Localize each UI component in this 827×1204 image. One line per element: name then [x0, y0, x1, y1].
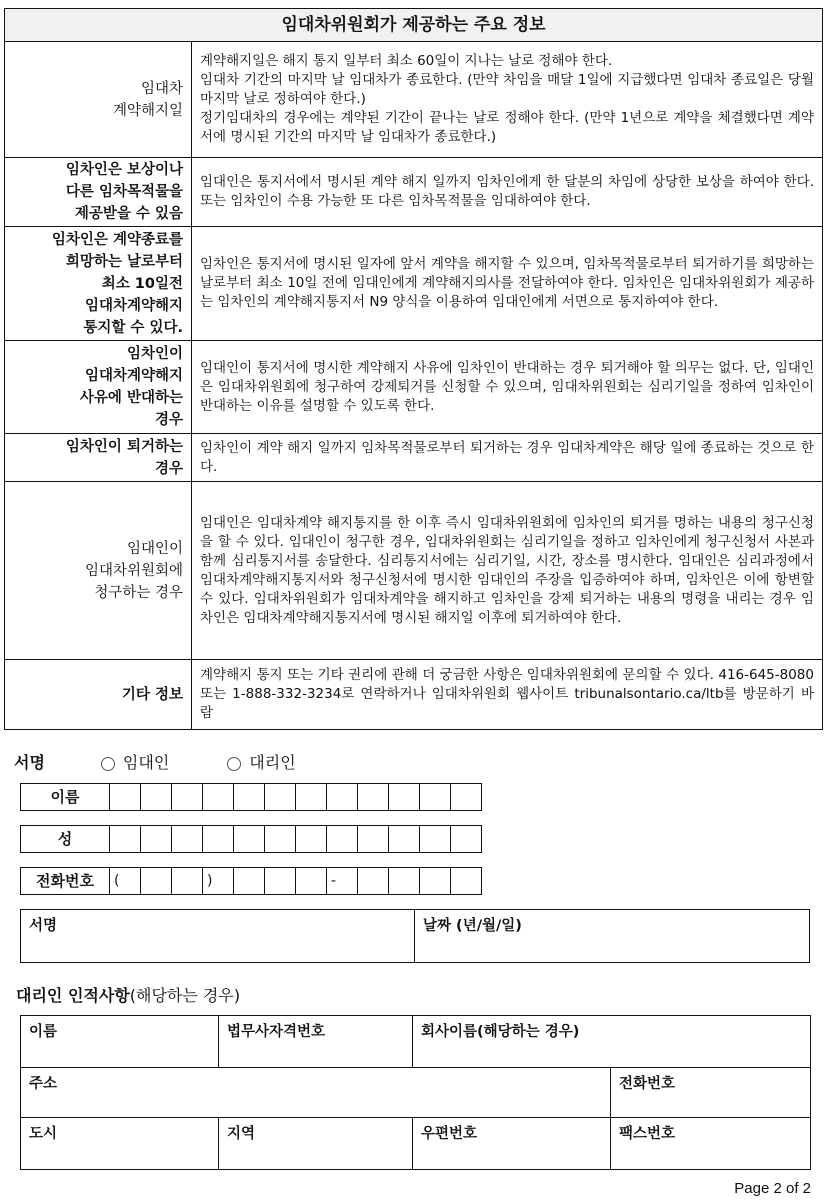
- representative-heading: [16, 983, 240, 1006]
- letter-cell[interactable]: [295, 825, 327, 853]
- option-representative[interactable]: [227, 750, 295, 773]
- first-name-field[interactable]: [20, 783, 482, 811]
- letter-cell[interactable]: [450, 783, 482, 811]
- rep-address-field[interactable]: [21, 1068, 611, 1118]
- digit-cell[interactable]: [388, 867, 420, 895]
- digit-cell[interactable]: [419, 867, 451, 895]
- letter-cell[interactable]: [233, 783, 265, 811]
- info-row-text: 임차인이 계약 해지 일까지 임차목적물로부터 퇴거하는 경우 임대차계약은 해당 일에 종료하는 것으로 한다.: [200, 439, 814, 475]
- representative-heading-note: (해당하는 경우): [129, 986, 241, 1005]
- signature-date-box: [20, 909, 810, 963]
- signature-field-label: 서명: [29, 918, 58, 934]
- rep-fax-field[interactable]: [611, 1118, 811, 1170]
- signature-field[interactable]: [21, 910, 415, 962]
- info-row: [5, 227, 822, 341]
- info-row-text: 임대인은 임대차계약 해지통지를 한 이후 즉시 임대차위원회에 임차인의 퇴거를 명하는 내용의 청구신청을 할 수 있다. 임대인이 청구한 경우, 임대차위원회는 심리기일을 정하고 임차인에게 청구신청서 사본과 함께 심리통지서를 송달한다. 심리통지서에는 심리기일, 시간, 장소를 명시한다. 임대인은 심리과정에서 임대차계약해지통지서와 청구신청서에 명시한 임대인의 주장을 입증하여야 하며, 임차인은 이에 항변할 수 있다. 임대차위원회가 임대차계약을 해지하고 임차인을 강제 퇴거하는 내용의 명령을 내리는 경우 임차인은 임대차계약해지통지서에 명시된 해지일 이후에 퇴거하여야 한다.: [200, 514, 814, 626]
- digit-cell[interactable]: [140, 867, 172, 895]
- digit-cell[interactable]: [233, 867, 265, 895]
- first-name-label: 이름: [20, 783, 110, 811]
- last-name-field[interactable]: [20, 825, 482, 853]
- rep-fax-label: 팩스번호: [619, 1126, 676, 1142]
- date-field[interactable]: [415, 910, 809, 962]
- page-number: Page 2 of 2: [734, 1180, 811, 1197]
- letter-cell[interactable]: [388, 825, 420, 853]
- letter-cell[interactable]: [202, 825, 234, 853]
- rep-company-label: 회사이름(해당하는 경우): [421, 1024, 580, 1040]
- letter-cell[interactable]: [419, 783, 451, 811]
- rep-city-label: 도시: [29, 1126, 58, 1142]
- info-row-text: 임차인은 통지서에 명시된 일자에 앞서 계약을 해지할 수 있으며, 임차목적물로부터 퇴거하기를 희망하는 날로부터 최소 10일 전에 임대인에게 계약해지의사를 전달하여야 한다. 임차인은 임대차위원회가 제공하는 임차인의 계약해지통지서 N9 양식을 이용하여 임대인에게 서면으로 통지하여야 한다.: [200, 256, 814, 310]
- info-row-text: 임대인이 통지서에 명시한 계약해지 사유에 임차인이 반대하는 경우 퇴거해야 할 의무는 없다. 단, 임대인은 임대차위원회에 청구하여 강제퇴거를 신청할 수 있으며, 임대차위원회는 심리기일을 정하여 임차인이 반대하는 이유를 설명할 수 있도록 한다.: [200, 359, 814, 414]
- letter-cell[interactable]: [295, 783, 327, 811]
- letter-cell[interactable]: [109, 825, 141, 853]
- digit-cell[interactable]: [295, 867, 327, 895]
- letter-cell[interactable]: [171, 783, 203, 811]
- info-row: [5, 482, 822, 660]
- rep-phone-label: 전화번호: [619, 1076, 676, 1092]
- letter-cell[interactable]: [450, 825, 482, 853]
- signature-heading-row: [14, 750, 296, 773]
- rep-city-field[interactable]: [21, 1118, 219, 1170]
- digit-cell[interactable]: ): [202, 867, 234, 895]
- info-row-text: 계약해지일은 해지 통지 일부터 최소 60일이 지나는 날로 정해야 한다. 임대차 기간의 마지막 날 임대차가 종료한다. (만약 차임을 매달 1일에 지급했다면 임대차 종료일은 당월 마지막 날로 정하여야 한다.) 정기임대차의 경우에는 계약된 기간이 끝나는 날로 정해야 한다. (만약 1년으로 계약을 체결했다면 계약서에 명시된 기간의 마지막 날 임대차가 종료한다.): [200, 53, 814, 145]
- rep-name-label: 이름: [29, 1024, 58, 1040]
- digit-cell[interactable]: [450, 867, 482, 895]
- letter-cell[interactable]: [357, 825, 389, 853]
- rep-province-label: 지역: [227, 1126, 256, 1142]
- info-row-label: 기타 정보: [5, 660, 192, 729]
- phone-label: 전화번호: [20, 867, 110, 895]
- info-row-label: 임대인이 임대차위원회에 청구하는 경우: [5, 482, 192, 659]
- representative-heading-bold: 대리인 인적사항: [16, 986, 130, 1005]
- info-row: [5, 660, 822, 729]
- rep-province-field[interactable]: [219, 1118, 413, 1170]
- date-field-label: 날짜 (년/월/일): [423, 918, 522, 934]
- info-row: [5, 42, 822, 158]
- rep-phone-field[interactable]: [611, 1068, 811, 1118]
- letter-cell[interactable]: [326, 783, 358, 811]
- digit-cell[interactable]: [171, 867, 203, 895]
- last-name-label: 성: [20, 825, 110, 853]
- letter-cell[interactable]: [264, 783, 296, 811]
- letter-cell[interactable]: [109, 783, 141, 811]
- letter-cell[interactable]: [140, 825, 172, 853]
- digit-cell[interactable]: [357, 867, 389, 895]
- option-landlord[interactable]: [101, 750, 169, 773]
- radio-icon[interactable]: [101, 757, 115, 771]
- info-row: [5, 434, 822, 482]
- signature-heading: 서명: [14, 753, 45, 772]
- rep-address-label: 주소: [29, 1076, 58, 1092]
- info-table-title: 임대차위원회가 제공하는 주요 정보: [5, 9, 822, 42]
- letter-cell[interactable]: [419, 825, 451, 853]
- info-table: [4, 8, 823, 730]
- representative-table: [20, 1015, 811, 1170]
- letter-cell[interactable]: [357, 783, 389, 811]
- radio-icon[interactable]: [227, 757, 241, 771]
- digit-cell[interactable]: -: [326, 867, 358, 895]
- info-row: [5, 158, 822, 227]
- rep-postal-field[interactable]: [413, 1118, 611, 1170]
- letter-cell[interactable]: [233, 825, 265, 853]
- option-representative-label: 대리인: [249, 753, 296, 772]
- letter-cell[interactable]: [140, 783, 172, 811]
- letter-cell[interactable]: [171, 825, 203, 853]
- letter-cell[interactable]: [388, 783, 420, 811]
- rep-license-field[interactable]: [219, 1016, 413, 1068]
- rep-postal-label: 우편번호: [421, 1126, 478, 1142]
- rep-name-field[interactable]: [21, 1016, 219, 1068]
- info-row-label: 임차인은 보상이나 다른 임차목적물을 제공받을 수 있음: [5, 158, 192, 226]
- digit-cell[interactable]: (: [109, 867, 141, 895]
- rep-license-label: 법무사자격번호: [227, 1024, 326, 1040]
- info-row-label: 임차인이 퇴거하는 경우: [5, 434, 192, 481]
- letter-cell[interactable]: [264, 825, 296, 853]
- letter-cell[interactable]: [326, 825, 358, 853]
- info-row-label: 임차인이 임대차계약해지 사유에 반대하는 경우: [5, 341, 192, 433]
- info-row: [5, 341, 822, 434]
- info-row-text: 계약해지 통지 또는 기타 권리에 관해 더 궁금한 사항은 임대차위원회에 문의할 수 있다. 416-645-8080 또는 1-888-332-3234로 연락하거나 임대차위원회 웹사이트 tribunalsontario.ca/ltb를 방문하기 바람: [200, 667, 814, 721]
- digit-cell[interactable]: [264, 867, 296, 895]
- info-row-label: 임차인은 계약종료를 희망하는 날로부터 최소 10일전 임대차계약해지 통지할 수 있다.: [5, 227, 192, 340]
- rep-company-field[interactable]: [413, 1016, 811, 1068]
- phone-field[interactable]: [20, 867, 482, 895]
- info-row-text: 임대인은 통지서에서 명시된 계약 해지 일까지 임차인에게 한 달분의 차임에 상당한 보상을 하여야 한다. 또는 임차인이 수용 가능한 또 다른 임차목적물을 임대하여야 한다.: [200, 174, 814, 209]
- option-landlord-label: 임대인: [122, 753, 170, 772]
- info-row-label: 임대차 계약해지일: [5, 42, 192, 157]
- letter-cell[interactable]: [202, 783, 234, 811]
